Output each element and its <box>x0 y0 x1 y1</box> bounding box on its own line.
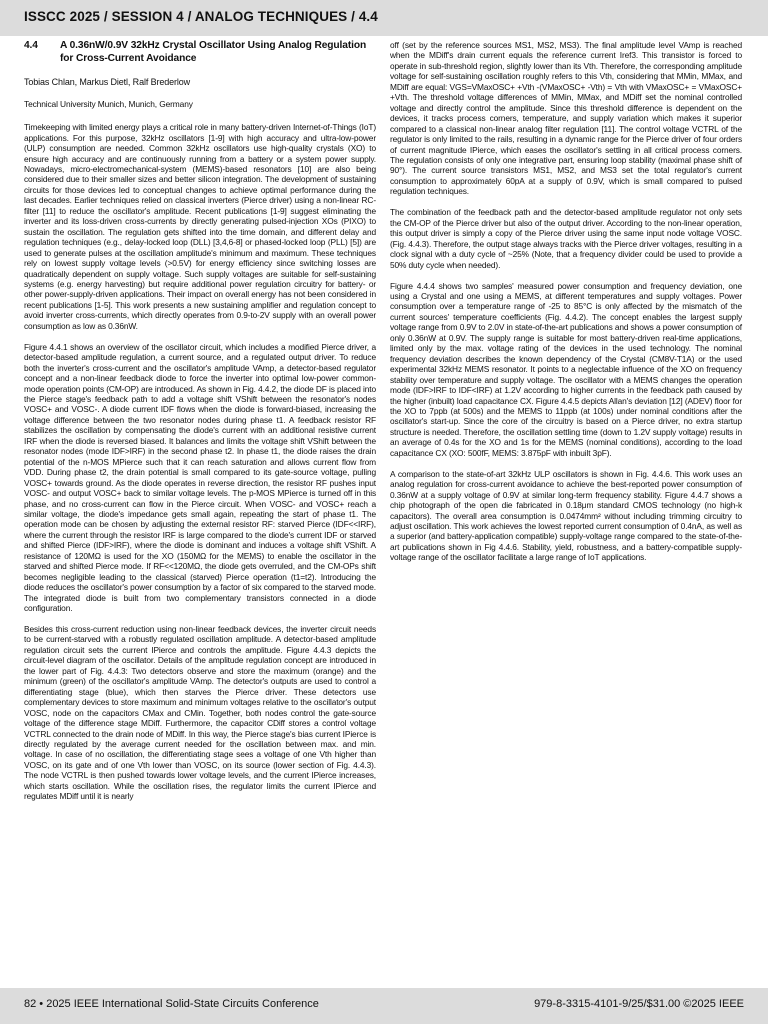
article-number: 4.4 <box>24 40 38 51</box>
footer-page-conference: 82 • 2025 IEEE International Solid-State Circuits Conference <box>24 998 319 1010</box>
body-paragraph: A comparison to the state-of-art 32kHz ULP oscillators is shown in Fig. 4.4.6. This work uses an analog regulation for cross-current avoidance to achieve the best-reported power consumption of 0.36nW at a supply voltage of 0.9V at similar long-term frequency stability. Figure 4.4.7 shows a chip photograph of the open die fabricated in 0.18μm standard CMOS technology (no high-k capacitors). The overall area consumption is 0.0474mm² without including trimming circuitry to adjust oscillation. This work achieves the lowest reported current consumption of 0.4nA, as well as a superior (and battery-application compatible) supply-voltage range compared to the state-of-the-art publications shown in Fig 4.4.6. Stability, yield, robustness, and a battery-compatible supply-voltage range of the oscillator facilitate a large range of IoT applications. <box>390 468 742 563</box>
body-paragraph: Figure 4.4.1 shows an overview of the oscillator circuit, which includes a modified Pierce driver, a detector-based amplitude regulation, a current source, and a regulated output driver. To reduce both the inverter's cross-current and the oscillator's amplitude VAmp, a detector-based regulator concept and a non-linear feedback diode to force the inverter into optimal low-power common-mode operation points (CM-OP) are introduced. As shown in Fig. 4.4.2, the diode DF is placed into the Pierce stage's feedback path to add a voltage shift VShift between the resonator's nodes VOSC+ and VOSC-. A diode current IDF flows when the diode is forward-biased, increasing the voltage difference between the two resonator nodes during phase t1. A feedback resistor RF stabilizes the oscillation by compensating the diode's current with an additional resistive current IRF when the diode is reversed biased. It balances and limits the voltage shift VShift between the resonator nodes (mode IDF>IRF) in the second phase t2. In phase t1, the diode raises the drain potential of the n-MOS MPierce such that it can reach saturation and allows current flow from VDD. During phase t2, the drain potential is small compared to its gate-source voltage, pulling VOSC+ towards ground. As the diode operates in reverse direction, the resistor RF pushes input VOSC- and output VOSC+ back to similar voltage levels. The p-MOS MPierce is turned off in this phase, and no cross-current can flow in the Pierce circuit. When VOSC- and VOSC+ reach a similar voltage, the diode's impedance gets small again, repeating the start of phase t1. The operation mode can be chosen by adjusting the external resistor RF: starved Pierce (IDF<<IRF), where the current through the resistor IRF is large compared to the diode's current IDF or starved and shifted Pierce (IDF>IRF), where the diode is dominant and induces a voltage shift VShift. A resistance of 120MΩ is used for the XO (150MΩ for the MEMS) to enable the oscillator in the starved and shifted Pierce mode. If RF<<120MΩ, the diode gets overruled, and the CM-OPs shift becomes negligible leading to the classical (starved) Pierce operation (t1=t2). Introducing the diode reduces the oscillator's power consumption by a factor of six compared to the starved mode. The integrated diode is built from two complementary transistors connected in a diode configuration. <box>24 341 376 614</box>
page-footer <box>0 988 768 1024</box>
article-title: A 0.36nW/0.9V 32kHz Crystal Oscillator Using Analog Regulation for Cross-Current Avoidance <box>60 40 367 64</box>
body-paragraph: The combination of the feedback path and the detector-based amplitude regulator not only sets the CM-OP of the Pierce driver but also of the output driver. According to the non-linear operation, this output driver is simply a copy of the Pierce driver using the same input node voltage VOSC. (Fig. 4.4.3). Therefore, the output stage always tracks with the Pierce driver voltages, resulting in a clock signal with a duty cycle of ~25% (Note, that a frequency divider could be used to provide a 50% duty cycle when needed). <box>390 207 742 270</box>
running-title: ISSCC 2025 / SESSION 4 / ANALOG TECHNIQUES / 4.4 <box>24 9 378 24</box>
right-column <box>390 40 742 573</box>
affiliation: Technical University Munich, Munich, Germany <box>24 99 193 110</box>
body-paragraph: Figure 4.4.4 shows two samples' measured power consumption and frequency deviation, one using a Crystal and one using a MEMS, at different temperatures and supply voltages. Power consumption over a temperature range of -25 to 85°C is only affected by the mismatch of the current sources' temperature coefficients (Fig. 4.4.2). The concept enables the largest supply voltage range from 0.9V to 2.0V in state-of-the-art publications and shows a power consumption of only 0.36nW at 0.9V. The supply range is suitable for most battery-driven real-time applications, limited only by the max. voltage rating of the devices in the used technology. The nominal frequency deviation describes the known dependency of the Crystal (CM8V-T1A) or the used experimental 32kHz MEMS resonator. It points to a neglectable influence of the XO on frequency stability over temperature and supply voltage. The oscillator with a MEMS changes the operation mode (IDF>IRF to IDF<IRF) at 1.2V according to higher currents in the feedback path caused by the higher (inbuilt) load capacitance CX. Figure 4.4.5 depicts Allan's deviation [12] (ADEV) floor for the XO to 7ppb (at 500s) and the MEMS to 11ppb (at 100s) under nominal conditions after the oscillator's start-up. Since the core of the circuitry is based on a Pierce driver, no extra startup structure is needed. Therefore, the oscillation settling time (down to 1.2V supply voltage) results in an average of 0.4s for the XO and 1s for the MEMS (nominal conditions), according to the load capacitance CX (XO: 500fF, MEMS: 3.875pF with inbuilt 3pF). <box>390 280 742 458</box>
article-title-block <box>24 40 376 65</box>
body-paragraph: off (set by the reference sources MS1, MS2, MS3). The final amplitude level VAmp is reached when the MDiff's drain current equals the reference current Iref3. This transistor is forced to operate in sub-threshold region, slightly lower than its Vth. Therefore, the corresponding amplitude voltage for self-sustaining oscillation roughly refers to this Vth, considering that MMin, MMax, and MDiff are equal: VGS=VMaxOSC+ +Vth -(VMaxOSC+ -Vth) = Vth with VMaxOSC+ = VMaxOSC+ +Vth. The threshold voltage differences of MMin, MMax, and MDiff set the nominal controlled voltage and directly control the amplitude. Since this threshold difference is dependent on the devices, it tracks process corners, temperature, and supply variation which makes it superior compared to a classical non-linear analog filter regulation [11]. The control voltage VCTRL of the regulator is only limited to the rails, resulting in a dynamic range for the Pierce driver of four orders of current magnitude IPierce, which eases the oscillator's settling in all critical process corners. The regulation consists of only one integrative part, ensuring loop stability (maximal phase shift of 90°). The current source transistors MS1, MS2, and MS3 set the total regulator's current consumption to approximately 60pA at a supply of 0.9V, which is small compared to pulsed regulation techniques. <box>390 40 742 197</box>
running-header <box>0 0 768 36</box>
left-column <box>24 40 376 812</box>
body-paragraph: Timekeeping with limited energy plays a critical role in many battery-driven Internet-of-Things (IoT) applications. For this purpose, 32kHz oscillators [1-9] with high accuracy and ultra-low-power (ULP) consumption are needed. Common 32kHz oscillators use high-quality crystals (XO) to ensure high accuracy and are continuously running from a battery or a system power supply. Nowadays, micro-electromechanical-system (MEMS)-based resonators [10] are also being considered due to their smaller sizes and better silicon integration. The development of sustaining circuits for those devices led to conceptual changes to achieve optimal performance during the last decades. Earlier techniques relied on classical inverters (Pierce driver) using a non-linear RC-filter [11] to reduce the oscillator's amplitude. Recent publications [1-9] suggest eliminating the inverter and its loss-driven cross-currents by directly generating pulsed-injection XOs (PIXO) to sustain the oscillation. The regulation gets shifted into the time domain, and different delay and regulation techniques (e.g., delay-locked loop (DLL) [3,4,6-8] or phased-locked loop (PLL) [5]) are used to generate pulses at the oscillation amplitude's minimum and maximum. These techniques rely on lowest supply voltage levels (>0.5V) for energy efficiency since switching losses are quadratically dependent on supply voltage. Such supply voltages are suitable for self-sustaining systems (e.g. energy harvesting) but require additional power regulation circuitry for battery- or other power-supply-driven applications. Their impact on overall energy has not been considered in recent publications [1-5]. This work presents a new sustaining amplifier and regulation concept to avoid inverter cross-currents, which directly operates from 0.9-to-2V supply with an overall power consumption as low as 0.36nW. <box>24 122 376 331</box>
author-list: Tobias Chlan, Markus Dietl, Ralf Brederlow <box>24 77 191 88</box>
body-paragraph: Besides this cross-current reduction using non-linear feedback devices, the inverter circuit needs to be current-starved with a robustly regulated oscillation amplitude. A detector-based amplitude regulation circuit sets the current IPierce and controls the amplitude. Figure 4.4.3 depicts the circuit-level diagram of the oscillator. Details of the amplitude regulation concept are introduced in the lower part of Fig. 4.4.3: Two detectors observe and store the maximum (orange) and the minimum (green) of the oscillator's amplitude VAmp. The detector's outputs are used to control a differentiating stage (blue), which then starves the Pierce driver. These detectors use complementary devices to store maximum and minimum voltages relative to the oscillator's output VOSC, node on the capacitors CMax and CMin. Together, both nodes control the gate-source voltage of the difference stage MDiff. Furthermore, the capacitor CDiff stores a control voltage VCTRL connected to the drain node of MDiff. In this way, the Pierce stage's bias current IPierce is directly regulated by the average current needed for the oscillation between max. and min. voltage. In case of no oscillation, the differentiating stage sees a voltage of one Vth higher than VOSC, on its gate and of one Vth lower than VOSC, on its source (lower section of Fig. 4.4.3). The node VCTRL is then pushed towards lower voltage levels, and the current IPierce increases, which starts oscillation. While the oscillation rises, the regulator limits the current IPierce and regulates MDiff until it is nearly <box>24 624 376 802</box>
footer-copyright: 979-8-3315-4101-9/25/$31.00 ©2025 IEEE <box>534 998 744 1010</box>
